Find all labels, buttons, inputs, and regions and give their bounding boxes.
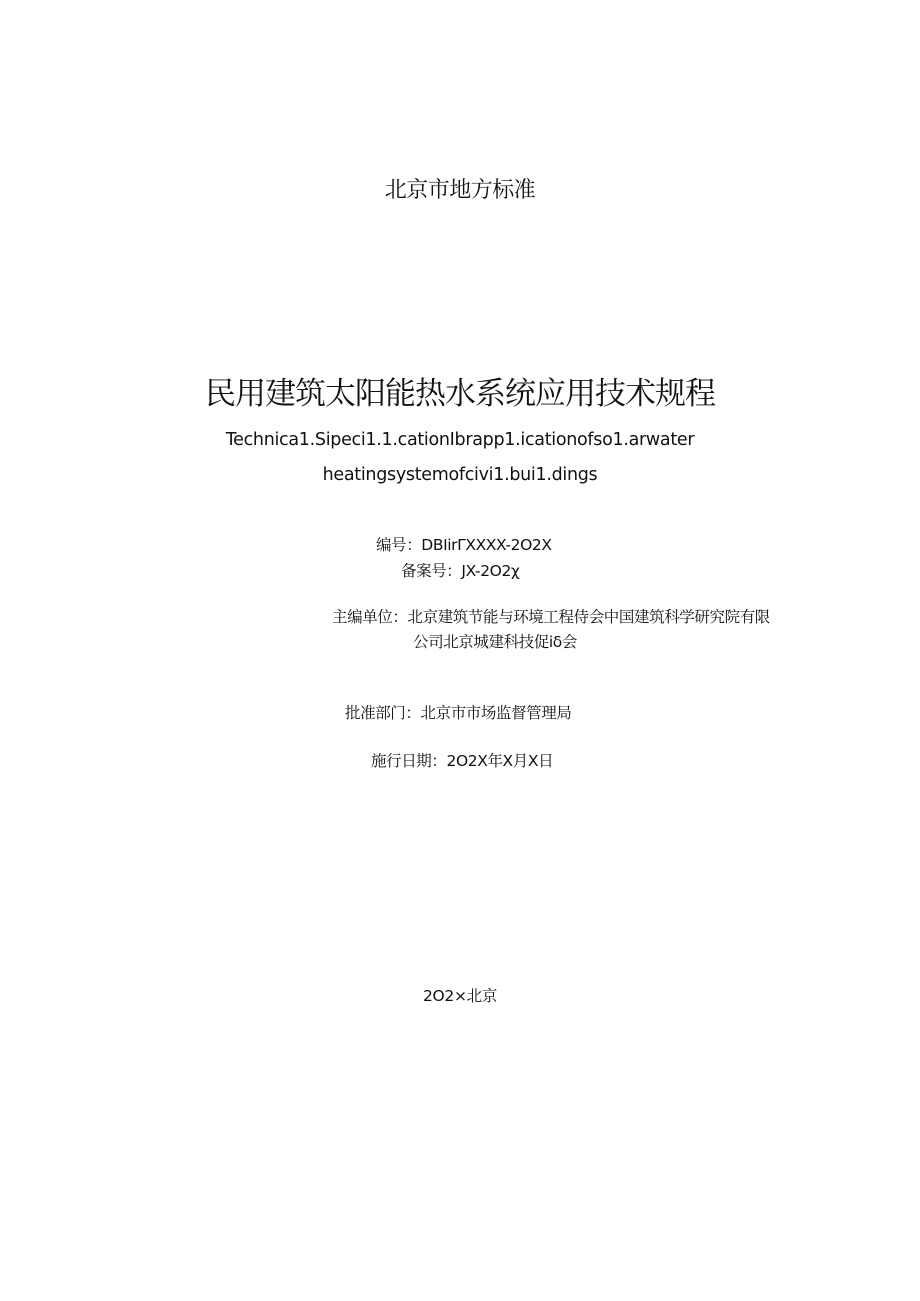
effective-date: 施行日期：2O2X年X月X日 — [371, 752, 554, 770]
record-number: 备案号：JX-2O2χ — [401, 562, 520, 580]
standard-code: 编号：DBIirΓXXXX-2O2X — [376, 536, 552, 554]
document-title-english-line-1: Technica1.Sipeci1.1.cationIbrapp1.icationofso1.arwater — [225, 430, 695, 450]
standard-category-header: 北京市地方标准 — [384, 178, 536, 203]
chief-editor-units-line-2: 公司北京城建科技促iδ会 — [413, 633, 577, 651]
approval-department: 批准部门：北京市市场监督管理局 — [345, 704, 572, 722]
document-title-english-line-2: heatingsystemofcivi1.bui1.dings — [322, 465, 598, 485]
publication-year-place: 2O2×北京 — [422, 987, 498, 1005]
chief-editor-units-line-1: 主编单位：北京建筑节能与环境工程侍会中国建筑科学研究院有限 — [332, 608, 770, 626]
document-title-chinese: 民用建筑太阳能热水系统应用技术规程 — [205, 376, 715, 412]
